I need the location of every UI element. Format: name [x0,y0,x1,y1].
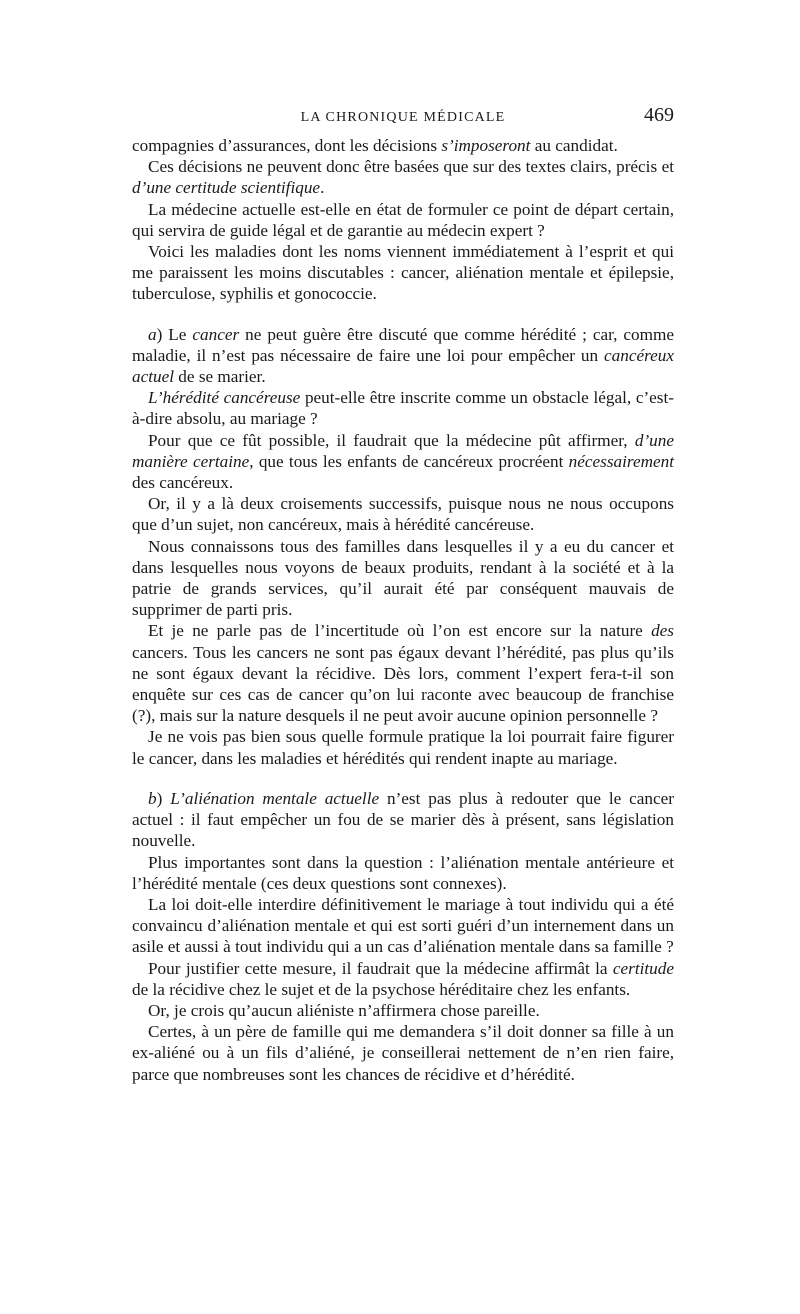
paragraph [132,852,674,894]
text-run: des cancéreux. [132,473,234,493]
paragraph [132,620,674,726]
paragraph [132,430,674,494]
italic-run: d’une manière certaine [132,430,674,471]
italic-run: certitude [612,958,674,978]
paragraph [132,135,674,156]
text-run: Or, je crois qu’aucun aliéniste n’affirmera chose pareille. [148,1000,540,1020]
paragraph [132,788,674,852]
text-run: peut-elle être inscrite comme un obstacle légal, c’est-à-dire absolu, au mariage ? [132,388,674,429]
text-run: . [320,178,325,198]
paragraph [132,726,674,768]
text-run: Certes, à un père de famille qui me demandera s’il doit donner sa fille à un ex-aliéné ou à un fils d’aliéné, je conseillerai nettement de n’en rien faire, parce que nombreuses sont les chances de récidive et d’hérédité. [132,1022,674,1084]
italic-run: cancer [192,324,240,344]
paragraph [132,894,674,958]
paragraph [132,387,674,429]
paragraph [132,324,674,388]
text-run: Pour justifier cette mesure, il faudrait que la médecine affirmât la [148,958,613,978]
italic-run: cancéreux actuel [132,345,674,387]
italic-run: L’hérédité cancéreuse [148,388,301,408]
paragraph [132,1000,674,1021]
page-number: 469 [644,104,674,126]
italic-run: a [148,324,157,344]
text-run: Ces décisions ne peuvent donc être basées que sur des textes clairs, précis et [148,157,674,177]
paragraph [132,1021,674,1085]
italic-run: des [651,621,674,641]
text-run: Voici les maladies dont les noms viennent immédiatement à l’esprit et qui me paraissent les moins discutables : cancer, aliénation mentale et épilepsie, tuberculose, syphilis et gonococcie. [132,242,674,304]
text-run: Et je ne parle pas de l’incertitude où l’on est encore sur la nature [148,621,652,641]
text-run: ) Le [156,324,193,344]
italic-run: b [148,788,157,808]
text-run: au candidat. [530,136,618,155]
text-run: Nous connaissons tous des familles dans lesquelles il y a eu du cancer et dans lesquelles nous voyons de beaux produits, rendant à la société et à la patrie de grands services, qu’il aurait été par conséquent mauvais de supprimer de parti pris. [132,536,674,620]
text-run: La loi doit-elle interdire définitivement le mariage à tout individu qui a été convaincu d’aliénation mentale et qui est sorti guéri d’un internement dans un asile et aussi à tout individu qui a un cas d’aliénation mentale dans sa famille ? [132,894,674,957]
text-run: compagnies d’assurances, dont les décisions [132,136,442,155]
italic-run: L’aliénation mentale actuelle [170,788,380,808]
italic-run: nécessairement [568,451,674,471]
paragraph [132,493,674,535]
page-header [132,104,674,132]
text-run: Je ne vois pas bien sous quelle formule pratique la loi pourrait faire figurer le cancer, dans les maladies et hérédités qui rendent inapte au mariage. [132,727,674,768]
text-run: Or, il y a là deux croisements successifs, puisque nous ne nous occupons que d’un sujet, non cancéreux, mais à hérédité cancéreuse. [132,494,674,535]
text-run: ) [156,788,171,808]
text-run: , que tous les enfants de cancéreux procréent [249,451,569,471]
italic-run: d’une certitude scientifique [132,178,321,198]
text-run: La médecine actuelle est-elle en état de formuler ce point de départ certain, qui servira de guide légal et de garantie au médecin expert ? [132,199,674,240]
text-run: de la récidive chez le sujet et de la psychose héréditaire chez les enfants. [132,979,631,999]
text-run: Pour que ce fût possible, il faudrait que la médecine pût affirmer, [148,430,635,450]
text-run: de se marier. [174,367,266,387]
paragraph [132,536,674,621]
text-run: Plus importantes sont dans la question : l’aliénation mentale antérieure et l’hérédité mentale (ces deux questions sont connexes). [132,852,674,893]
body-text [132,135,674,1085]
text-run: cancers. Tous les cancers ne sont pas égaux devant l’hérédité, pas plus qu’ils ne sont égaux devant la récidive. Dès lors, comment l’expert fera-t-il son enquête sur ces cas de cancer qu’on lui raconte avec beaucoup de franchise (?), mais sur la nature desquels il ne peut avoir aucune opinion personnelle ? [132,642,674,726]
paragraph [132,958,674,1000]
running-title: LA CHRONIQUE MÉDICALE [300,110,506,125]
paragraph [132,241,674,305]
text-run: n’est pas plus à redouter que le cancer actuel : il faut empêcher un fou de se marier dès à présent, sans législation nouvelle. [132,788,675,851]
paragraph [132,199,674,241]
italic-run: s’imposeront [441,136,531,155]
text-run: ne peut guère être discuté que comme hérédité ; car, comme maladie, il n’est pas nécessaire de faire une loi pour empêcher un [132,324,674,365]
paragraph [132,156,674,198]
